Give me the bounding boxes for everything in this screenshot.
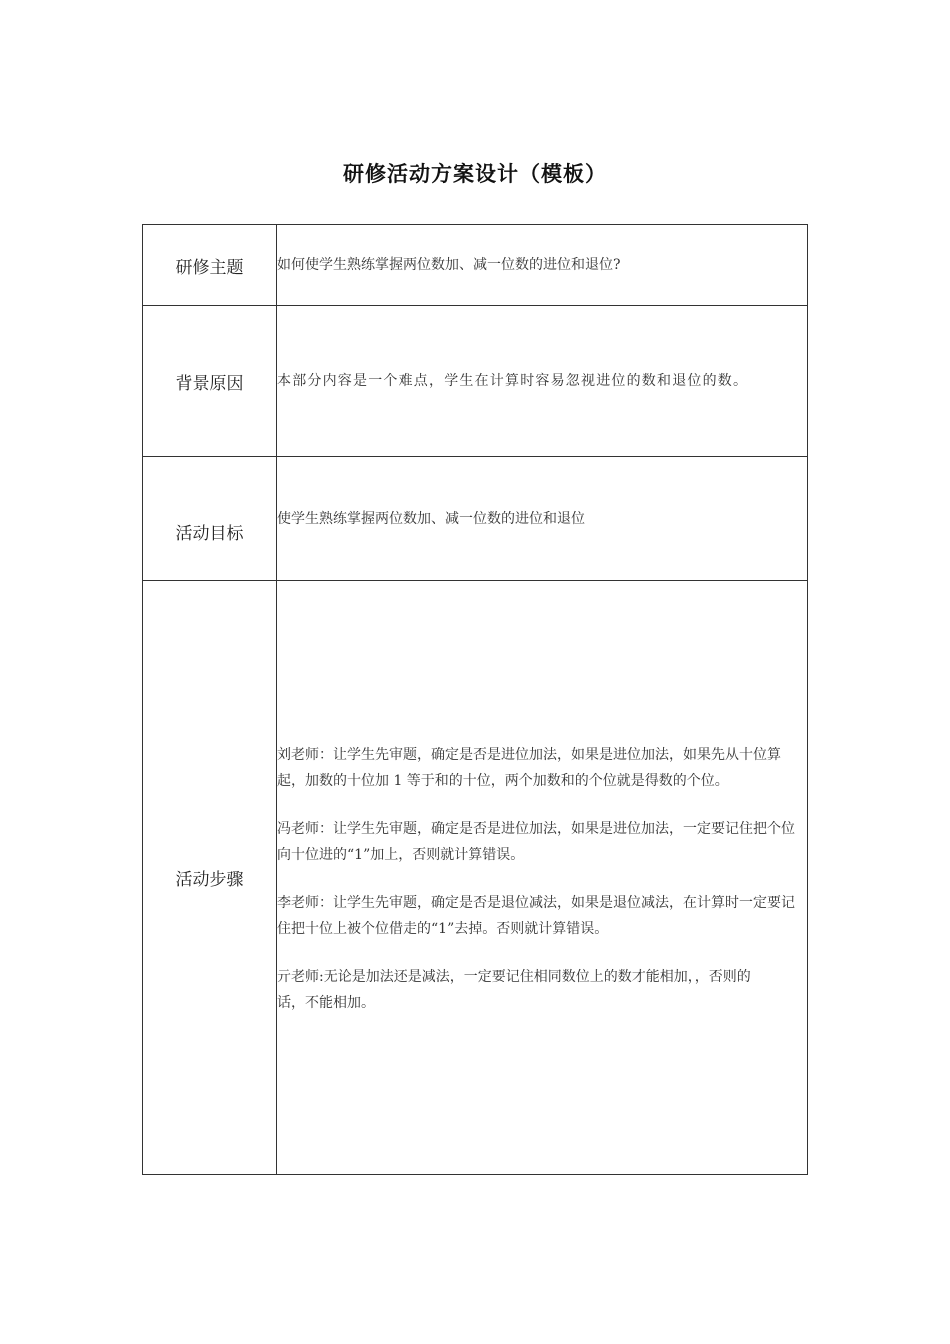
table-row-theme: [143, 225, 808, 306]
label-background: 背景原因: [143, 306, 277, 457]
table-row-goal: [143, 457, 808, 581]
content-goal: [277, 457, 808, 581]
step-paragraph-feng: 冯老师：让学生先审题，确定是否是进位加法，如果是进位加法，一定要记住把个位向十位进的“1”加上，否则就计算错误。: [277, 820, 795, 863]
step-paragraph-qi: 亓老师:无论是加法还是减法，一定要记住相同数位上的数才能相加，，否则的话，不能相加。: [277, 968, 751, 1011]
label-goal: 活动目标: [143, 457, 277, 581]
content-steps: [277, 581, 808, 1175]
plan-table: [142, 224, 808, 1175]
step-paragraph-li: 李老师：让学生先审题，确定是否是退位减法，如果是退位减法，在计算时一定要记住把十位上被个位借走的“1”去掉。否则就计算错误。: [277, 894, 795, 937]
background-text: 本部分内容是一个难点，学生在计算时容易忽视进位的数和退位的数。: [277, 373, 749, 389]
document-title: 研修活动方案设计（模板）: [343, 161, 607, 186]
goal-text: 使学生熟练掌握两位数加、减一位数的进位和退位: [277, 511, 585, 527]
content-theme: 如何使学生熟练掌握两位数加、减一位数的进位和退位?: [277, 225, 808, 306]
label-steps: 活动步骤: [143, 581, 277, 1175]
step-paragraph-liu: 刘老师：让学生先审题，确定是否是进位加法，如果是进位加法，如果先从十位算起，加数的十位加 1 等于和的十位，两个加数和的个位就是得数的个位。: [277, 746, 781, 789]
table-row-background: [143, 306, 808, 457]
table-row-steps: [143, 581, 808, 1175]
label-theme: 研修主题: [143, 225, 277, 306]
content-background: [277, 306, 808, 457]
